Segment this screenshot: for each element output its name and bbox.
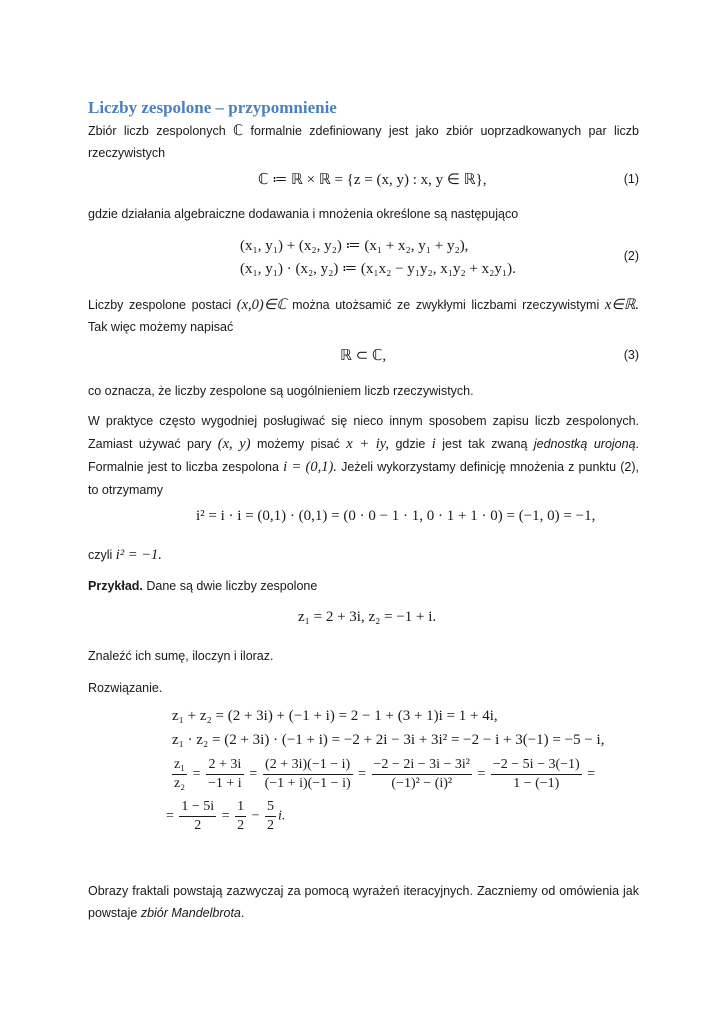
text: można utożsamić ze zwykłymi liczbami rzeczywistymi — [292, 298, 600, 312]
paragraph-example — [88, 575, 639, 597]
equals-sign: = — [221, 808, 230, 824]
fraction — [172, 756, 187, 793]
paragraph-imaginary-unit — [88, 410, 639, 502]
text: formalnie zdefiniowany jest jako zbiór uoprzadkowanych par liczb rzeczywistych — [88, 124, 639, 160]
equation-i-squared: i² = i · i = (0,1) · (0,1) = (0 · 0 − 1 · 1, 0 · 1 + 1 · 0) = (−1, 0) = −1, — [196, 508, 596, 524]
solution-sum: z₁ + z₂ = (2 + 3i) + (−1 + i) = 2 − 1 + (3 + 1)i = 1 + 4i, — [172, 708, 498, 724]
numerator: −2 − 5i − 3(−1) — [491, 756, 582, 775]
solution-quotient-line-2 — [166, 798, 285, 835]
text: możemy pisać — [256, 437, 340, 451]
text: Zbiór liczb zespolonych — [88, 124, 226, 138]
text: Tak więc możemy napisać — [88, 320, 234, 334]
example-label: Przykład. — [88, 579, 143, 593]
fraction — [206, 756, 244, 793]
numerator: 1 − 5i — [179, 798, 216, 817]
equation-number-1: (1) — [623, 172, 639, 186]
paragraph-real-embedding — [88, 294, 639, 338]
equation-3: ℝ ⊂ ℂ, — [340, 348, 387, 364]
text: Liczby zespolone postaci — [88, 298, 232, 312]
numerator: (2 + 3i)(−1 − i) — [263, 756, 353, 775]
equation-number-2: (2) — [623, 249, 639, 263]
paragraph-i-squared — [88, 544, 639, 566]
text: Obrazy fraktali powstają zazwyczaj za pomocą wyrażeń iteracyjnych. Zaczniemy od omówienia jak powstaje — [88, 884, 639, 920]
equation-2-line-1: (x₁, y₁) + (x₂, y₂) ≔ (x₁ + x₂, y₁ + y₂), — [240, 238, 469, 254]
text: . Formalnie jest to liczba zespolona — [88, 437, 640, 474]
solution-quotient-line-1 — [170, 756, 595, 793]
math-inline: i — [431, 436, 436, 452]
denominator: 2 — [237, 818, 245, 833]
fraction — [265, 798, 276, 835]
paragraph-solution-label: Rozwiązanie. — [88, 681, 163, 695]
denominator: 1 − (−1) — [513, 776, 560, 791]
emphasis-text: jednostką urojoną — [533, 437, 636, 451]
fraction — [372, 756, 472, 793]
fraction — [263, 756, 353, 793]
equals-sign: = — [166, 808, 174, 824]
text: Jeżeli wykorzystamy definicję mnożenia z punktu (2), to otrzymamy — [88, 460, 639, 497]
equals-sign: = — [249, 766, 258, 782]
paragraph-fractals — [88, 880, 639, 924]
math-inline: i = (0,1). — [283, 459, 337, 475]
equals-sign: = — [587, 766, 596, 782]
equation-1: ℂ ≔ ℝ × ℝ = {z = (x, y) : x, y ∈ ℝ}, — [258, 172, 487, 188]
math-inline: (x,0)∈ℂ — [236, 297, 287, 313]
paragraph-intro — [88, 120, 639, 164]
equation-number-3: (3) — [623, 348, 639, 362]
solution-product: z₁ · z₂ = (2 + 3i) · (−1 + i) = −2 + 2i − 3i + 3i² = −2 − i + 3(−1) = −5 − i, — [172, 732, 605, 748]
math-inline: x + iy, — [346, 436, 389, 452]
equation-2-line-2: (x₁, y₁) · (x₂, y₂) ≔ (x₁x₂ − y₁y₂, x₁y₂ + x₂y₁). — [240, 261, 516, 277]
section-title: Liczby zespolone – przypomnienie — [88, 98, 337, 117]
math-inline: i² = −1. — [115, 547, 162, 563]
denominator: 2 — [267, 818, 275, 833]
numerator: 1 — [235, 798, 246, 817]
numerator: z₁ — [172, 756, 187, 775]
denominator: z₂ — [174, 776, 186, 791]
paragraph-generalization: co oznacza, że liczby zespolone są uogólnieniem liczb rzeczywistych. — [88, 384, 474, 398]
math-inline: ℂ — [233, 123, 244, 139]
text: Dane są dwie liczby zespolone — [146, 579, 318, 593]
fraction — [491, 756, 582, 793]
text: . — [240, 906, 245, 920]
math-inline: (x, y) — [217, 436, 251, 452]
text: czyli — [88, 548, 113, 562]
paragraph-operations: gdzie działania algebraiczne dodawania i mnożenia określone są następująco — [88, 207, 519, 221]
denominator: −1 + i — [208, 776, 242, 791]
denominator: 2 — [194, 818, 202, 833]
equals-sign: = — [358, 766, 367, 782]
denominator: (−1)² − (i)² — [391, 776, 453, 791]
paragraph-task: Znaleźć ich sumę, iloczyn i iloraz. — [88, 649, 274, 663]
emphasis-text: zbiór Mandelbrota — [140, 906, 241, 920]
equals-sign: = — [477, 766, 486, 782]
numerator: 2 + 3i — [206, 756, 244, 775]
text: W praktyce często wygodniej posługiwać się nieco innym sposobem zapisu liczb zespolonych. Zamiast używać pary — [88, 414, 639, 451]
equation-z1-z2: z₁ = 2 + 3i, z₂ = −1 + i. — [298, 609, 437, 625]
text: jest tak zwaną — [442, 437, 528, 451]
numerator: 5 — [265, 798, 276, 817]
equals-sign: = — [192, 766, 201, 782]
text: gdzie — [395, 437, 426, 451]
fraction — [179, 798, 216, 835]
imaginary-unit: i. — [278, 808, 286, 824]
minus-sign: − — [251, 808, 260, 824]
denominator: (−1 + i)(−1 − i) — [264, 776, 351, 791]
math-inline: x∈ℝ. — [604, 297, 639, 313]
numerator: −2 − 2i − 3i − 3i² — [372, 756, 472, 775]
fraction — [235, 798, 246, 835]
